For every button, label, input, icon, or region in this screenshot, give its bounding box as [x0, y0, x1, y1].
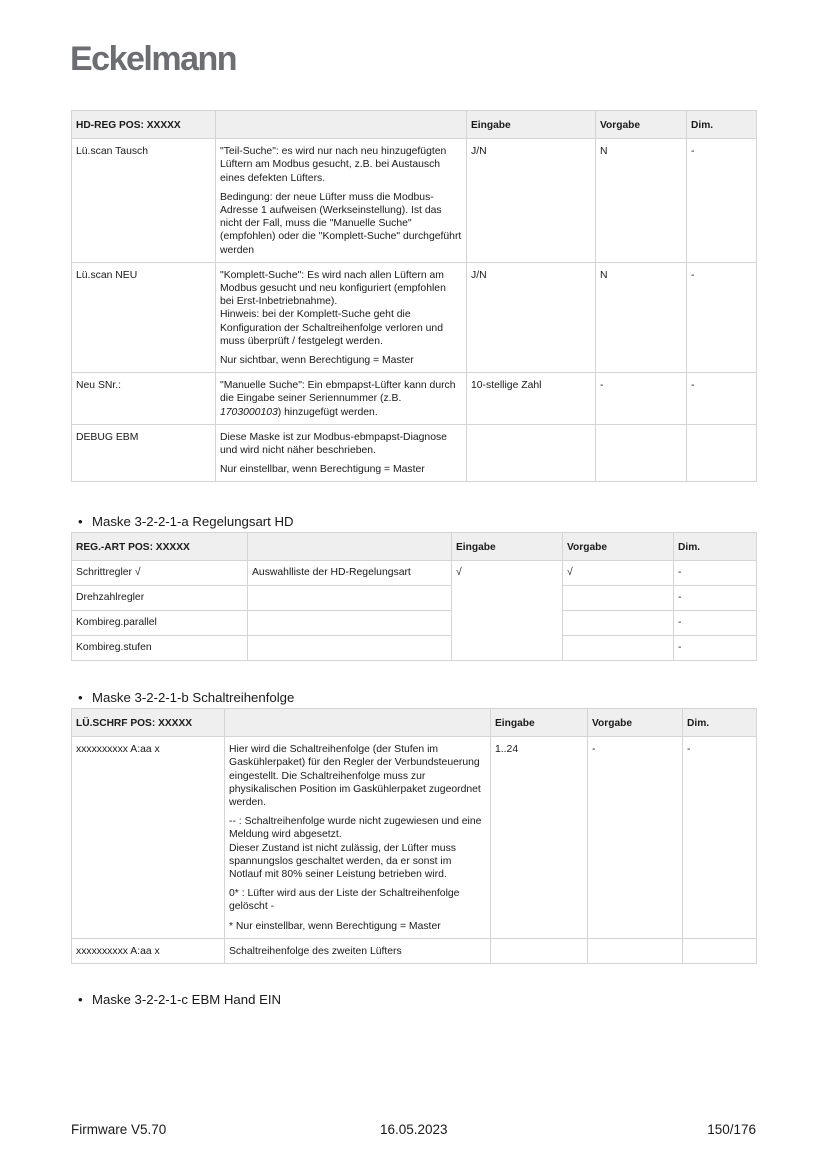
description-text: -- : Schaltreihenfolge wurde nicht zugewiesen und eine Meldung wird abgesetzt.: [229, 816, 482, 841]
dim-value: -: [683, 737, 757, 939]
eingabe-value: J/N: [467, 262, 596, 372]
table-row: [72, 373, 757, 425]
param-description: [216, 373, 467, 425]
vorgabe-value: [588, 938, 683, 963]
description-text: "Komplett-Suche": Es wird nach allen Lüftern am Modbus gesucht und neu konfiguriert (empfohlen bei Erst-Inbetriebnahme).: [220, 269, 446, 308]
vorgabe-value: -: [596, 373, 687, 425]
table-row: [72, 561, 757, 586]
header-cell: Eingabe: [467, 111, 596, 139]
description-text: Hinweis: bei der Komplett-Suche geht die Konfiguration der Schaltreihenfolge verloren und muss überprüft / festgelegt werden.: [220, 309, 443, 347]
description-text: [229, 815, 486, 881]
param-name: Lü.scan NEU: [72, 262, 216, 372]
param-name: Kombireg.parallel: [72, 611, 248, 636]
header-cell: Eingabe: [491, 709, 588, 737]
footer-firmware: Firmware V5.70: [71, 1122, 167, 1137]
dim-value: -: [687, 139, 757, 263]
table-header-row: [72, 533, 757, 561]
table-row: [72, 737, 757, 939]
vorgabe-value: √: [563, 561, 674, 586]
param-description: [216, 139, 467, 263]
description-text: Hier wird die Schaltreihenfolge (der Stufen im Gaskühlerpaket) für den Regler der Verbundsteuerung eingestellt. Die Schaltreihenfolge muss zur physikalischen Position im Gaskühlerpaket zugeordnet werden.: [229, 744, 481, 809]
vorgabe-value: [563, 636, 674, 661]
hd-reg-table: [71, 110, 757, 482]
description-text: Schaltreihenfolge des zweiten Lüfters: [229, 945, 402, 957]
header-cell: [248, 533, 452, 561]
param-name: xxxxxxxxxx A:aa x: [72, 938, 225, 963]
header-cell: [225, 709, 491, 737]
section-heading: [78, 690, 294, 705]
section-heading: [78, 992, 281, 1007]
header-cell: Dim.: [683, 709, 757, 737]
description-text: Diese Maske ist zur Modbus-ebmpapst-Diagnose und wird nicht näher beschrieben.: [220, 431, 447, 457]
table-row: [72, 636, 757, 661]
param-name: Lü.scan Tausch: [72, 139, 216, 263]
param-description: [248, 586, 452, 611]
section-heading: [78, 514, 294, 529]
description-text: Bedingung: der neue Lüfter muss die Modbus-Adresse 1 aufweisen (Werkseinstellung). Ist das nicht der Fall, muss die "Manuelle Suche" (empfohlen) oder die "Komplett-Suche" durchgeführt werden: [220, 191, 462, 256]
dim-value: -: [687, 262, 757, 372]
vorgabe-value: [563, 611, 674, 636]
vorgabe-value: N: [596, 262, 687, 372]
dim-value: [687, 424, 757, 482]
dim-value: -: [687, 373, 757, 425]
table-header-row: [72, 709, 757, 737]
schaltreihenfolge-table: [71, 708, 757, 964]
eingabe-value: [467, 424, 596, 482]
footer-page-number: 150/176: [707, 1122, 756, 1137]
param-name: Kombireg.stufen: [72, 636, 248, 661]
eckelmann-logo: Eckelmann: [70, 40, 237, 78]
table-header-row: [72, 111, 757, 139]
description-text: Dieser Zustand ist nicht zulässig, der Lüfter muss spannungslos geschaltet werden, da er sonst im Notlauf mit 80% seiner Leistung betrieben wird.: [229, 842, 456, 881]
param-description: Auswahlliste der HD-Regelungsart: [248, 561, 452, 586]
param-description: [216, 262, 467, 372]
dim-value: -: [674, 636, 757, 661]
header-cell: [216, 111, 467, 139]
table-row: [72, 424, 757, 482]
description-text: 0* : Lüfter wird aus der Liste der Schaltreihenfolge gelöscht -: [229, 888, 460, 913]
description-text: [220, 269, 462, 348]
eingabe-value: J/N: [467, 139, 596, 263]
vorgabe-value: [563, 586, 674, 611]
description-text: * Nur einstellbar, wenn Berechtigung = Master: [229, 920, 441, 932]
header-cell: Vorgabe: [563, 533, 674, 561]
header-cell: Eingabe: [452, 533, 563, 561]
header-cell: Vorgabe: [596, 111, 687, 139]
section-heading-text: Maske 3-2-2-1-a Regelungsart HD: [92, 514, 294, 529]
serial-number-example: 1703000103: [220, 406, 278, 418]
dim-value: -: [674, 611, 757, 636]
section-heading-text: Maske 3-2-2-1-b Schaltreihenfolge: [92, 690, 295, 705]
description-text: ) hinzugefügt werden.: [277, 406, 378, 418]
bullet-icon: •: [78, 690, 83, 705]
param-name: Schrittregler √: [72, 561, 248, 586]
eingabe-value: [491, 938, 588, 963]
param-name: xxxxxxxxxx A:aa x: [72, 737, 225, 939]
dim-value: -: [674, 586, 757, 611]
param-description: [248, 611, 452, 636]
eingabe-value: 1..24: [491, 737, 588, 939]
header-cell: HD-REG POS: XXXXX: [72, 111, 216, 139]
table-row: [72, 262, 757, 372]
param-description: [216, 424, 467, 482]
dim-value: -: [674, 561, 757, 586]
description-text: "Teil-Suche": es wird nur nach neu hinzugefügten Lüftern am Modbus gesucht, z.B. bei Austausch eines defekten Lüfters.: [220, 146, 447, 184]
param-name: DEBUG EBM: [72, 424, 216, 482]
table-row: [72, 938, 757, 963]
param-description: [225, 737, 491, 939]
header-cell: REG.-ART POS: XXXXX: [72, 533, 248, 561]
description-text: Nur einstellbar, wenn Berechtigung = Master: [220, 464, 425, 476]
section-heading-text: Maske 3-2-2-1-c EBM Hand EIN: [92, 992, 282, 1007]
eingabe-value: √: [452, 561, 563, 661]
description-text: Nur sichtbar, wenn Berechtigung = Master: [220, 355, 414, 367]
vorgabe-value: N: [596, 139, 687, 263]
header-cell: Vorgabe: [588, 709, 683, 737]
description-text: "Manuelle Suche": Ein ebmpapst-Lüfter kann durch die Eingabe seiner Seriennummer (z.B.: [220, 380, 456, 405]
header-cell: Dim.: [674, 533, 757, 561]
header-cell: LÜ.SCHRF POS: XXXXX: [72, 709, 225, 737]
param-name: Drehzahlregler: [72, 586, 248, 611]
bullet-icon: •: [78, 514, 83, 529]
bullet-icon: •: [78, 992, 83, 1007]
footer-date: 16.05.2023: [380, 1122, 448, 1137]
eingabe-value: 10-stellige Zahl: [467, 373, 596, 425]
param-description: [225, 938, 491, 963]
reg-art-table: [71, 532, 757, 661]
header-cell: Dim.: [687, 111, 757, 139]
dim-value: [683, 938, 757, 963]
param-name: Neu SNr.:: [72, 373, 216, 425]
vorgabe-value: -: [588, 737, 683, 939]
table-row: [72, 139, 757, 263]
vorgabe-value: [596, 424, 687, 482]
table-row: [72, 611, 757, 636]
table-row: [72, 586, 757, 611]
param-description: [248, 636, 452, 661]
